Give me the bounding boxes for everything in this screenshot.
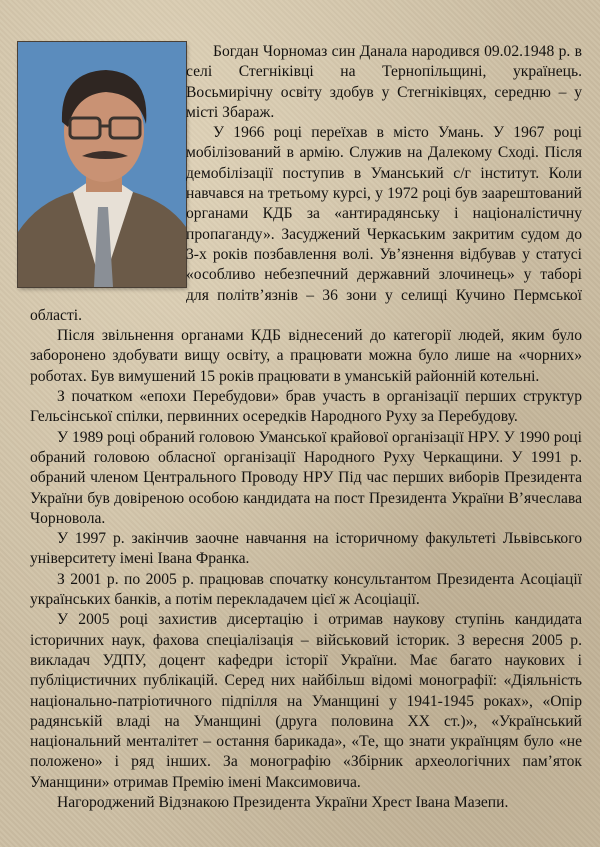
bio-paragraph: У 1997 р. закінчив заочне навчання на історичному факультеті Львівського університету імені Івана Франка.	[30, 530, 582, 568]
bio-paragraph: Нагороджений Відзнакою Президента України Хрест Івана Мазепи.	[57, 793, 509, 811]
bio-paragraph: У 1989 році обраний головою Уманської крайової організації НРУ. У 1990 році обраний головою обласної організації Народного Руху Черкащини. У 1991 р. обраний членом Центрального Проводу НРУ Під час перших виборів Президента України був довіреною особою кандидата на пост Президента України В’ячеслава Чорновола.	[30, 428, 582, 527]
bio-paragraph: З 2001 р. по 2005 р. працював спочатку консультантом Президента Асоціації українських банків, а потім перекладачем цієї ж Асоціації.	[30, 570, 582, 609]
bio-paragraph: У 2005 році захистив дисертацію і отримав наукову ступінь кандидата історичних наук, фахова спеціалізація – військовий історик. З вересня 2005 р. викладач УДПУ, доцент кафедри історії України. Має багато наукових і публіцистичних публікацій. Серед них найбільш відомі монографії: «Діяльність національно-патріотичного підпілля на Уманщині у 1941-1945 роках», «Опір радянській владі на Уманщині (друга половина ХХ ст.)», «Український національний менталітет – остання барикада», «Те, що знати українцям було «не положено» і ряд інших. За монографію «Збірник археологічних пам’яток Уманщини» отримав Премію імені Максимовича.	[30, 611, 582, 791]
bio-paragraph: З початком «епохи Перебудови» брав участь в організації перших структур Гельсінської спілки, первинних осередків Народного Руху за Перебудову.	[30, 388, 582, 426]
bio-paragraph: У 1966 році переїхав в місто Умань. У 1967 році мобілізований в армію. Служив на Далекому Сході. Після демобілізації поступив в Уманський с/г інститут. Коли навчався на третьому курсі, у 1972 році був заарештований органами КДБ за «антирадянську і націоналістичну пропаганду». Засуджений Черкаським закритим судом до 3-х років позбавлення волі. Ув’язнення відбував у статусі «особливо небезпечний державний злочинець» у таборі для політв’язнів – 36 зони у селищі Кучино Пермської області.	[30, 124, 582, 324]
photo-float-spacer	[0, 42, 170, 292]
biography-text	[30, 42, 582, 813]
bio-paragraph: Після звільнення органами КДБ віднесений до категорії людей, яким було заборонено здобувати вищу освіту, а працювати можна було лише на «чорних» роботах. Був вимушений 15 років працювати в уманській районній котельні.	[30, 327, 582, 385]
bio-paragraph: Богдан Чорномаз син Данала народився 09.02.1948 р. в селі Стегніківці на Тернопільщині, українець. Восьмирічну освіту здобув у Стегніківцях, середню – у місті Збараж.	[186, 43, 582, 121]
